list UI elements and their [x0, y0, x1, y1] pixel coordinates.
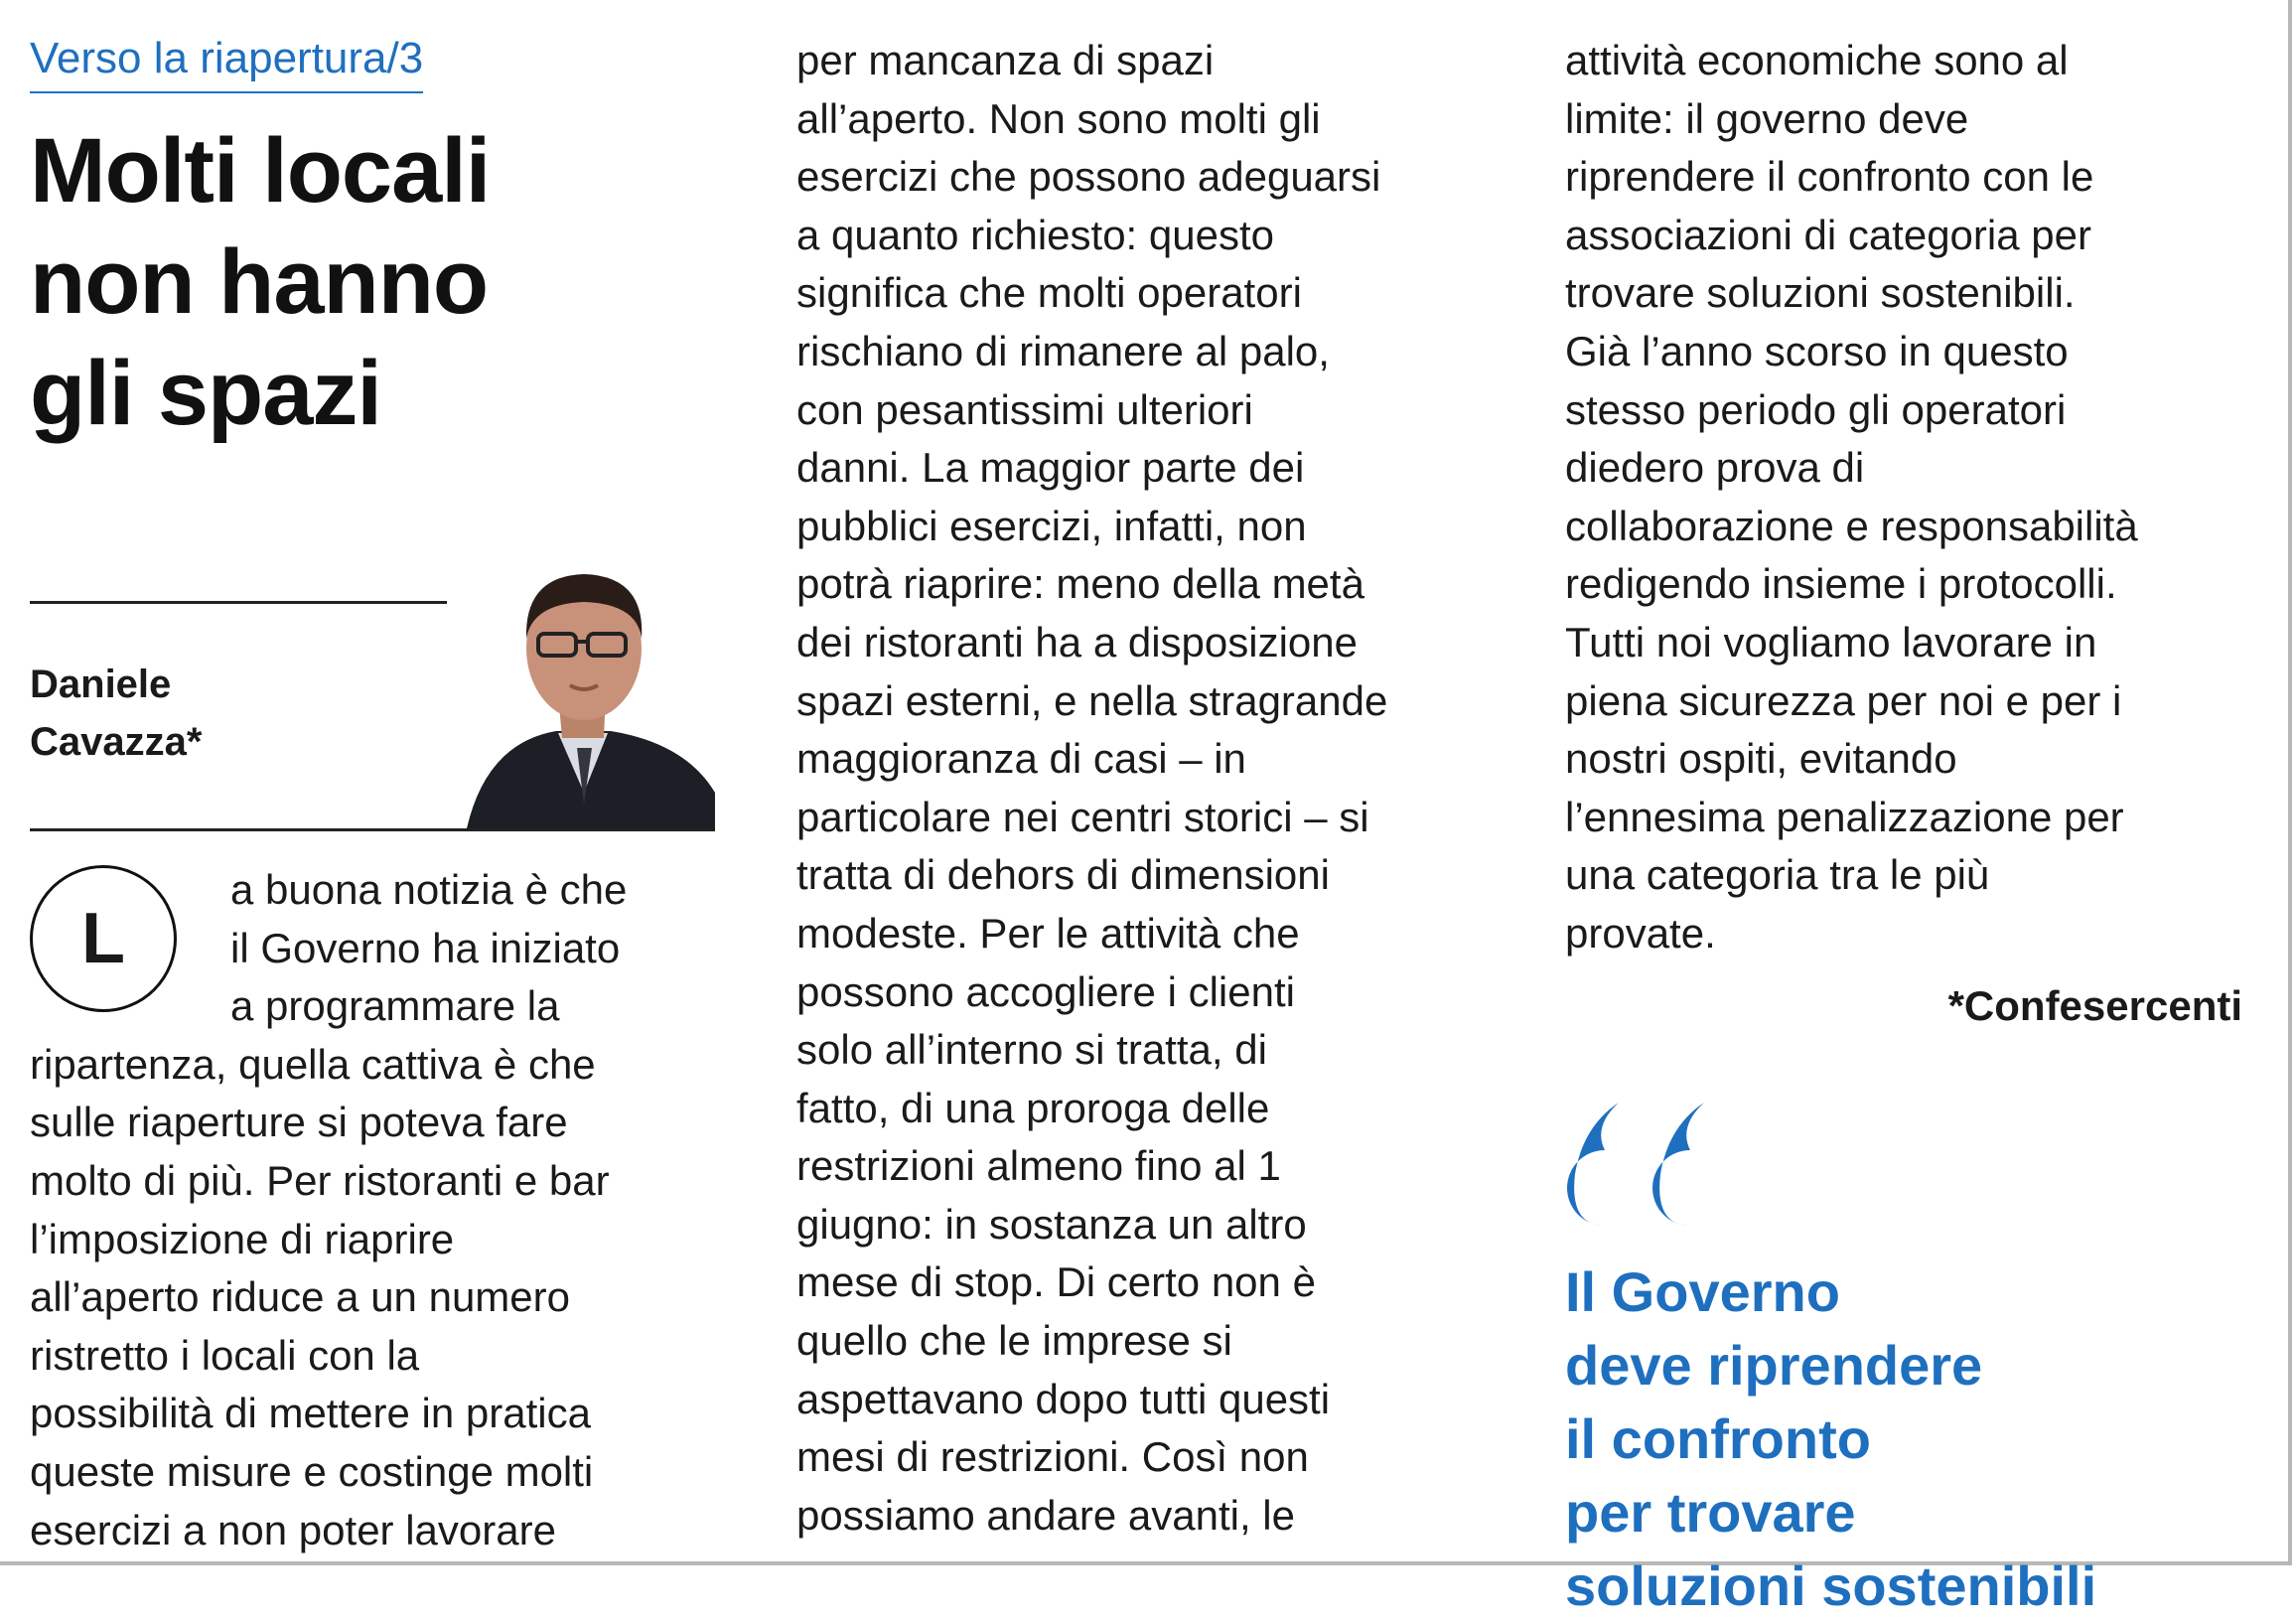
- text-line: riprendere il confronto con le: [1565, 153, 2094, 201]
- text-line: giugno: in sostanza un altro: [796, 1200, 1307, 1248]
- text-line: queste misure e costinge molti: [30, 1447, 594, 1495]
- text-line: possibilità di mettere in pratica: [30, 1390, 591, 1437]
- text-line: associazioni di categoria per: [1565, 211, 2091, 258]
- text-line: danni. La maggior parte dei: [796, 444, 1305, 492]
- text-line: l’ennesima penalizzazione per: [1565, 793, 2124, 840]
- text-line: possono accogliere i clienti: [796, 967, 1295, 1015]
- text-line: provate.: [1565, 909, 1716, 957]
- kicker: Verso la riapertura/3: [30, 30, 423, 93]
- text-line: limite: il governo deve: [1565, 94, 1969, 142]
- text-line: solo all’interno si tratta, di: [796, 1026, 1267, 1074]
- body-column-1: [30, 861, 715, 1559]
- text-line: particolare nei centri storici – si: [796, 793, 1369, 840]
- author-last-name: Cavazza*: [30, 720, 203, 764]
- text-line: spazi esterni, e nella stragrande: [796, 676, 1388, 724]
- text-line: trovare soluzioni sostenibili.: [1565, 269, 2076, 317]
- text-line: Tutti noi vogliamo lavorare in: [1565, 618, 2097, 665]
- author-name: [30, 656, 308, 771]
- text-line: mesi di restrizioni. Così non: [796, 1433, 1309, 1481]
- text-line: a quanto richiesto: questo: [796, 211, 1274, 258]
- author-portrait: [447, 544, 715, 828]
- text-line: aspettavano dopo tutti questi: [796, 1375, 1331, 1422]
- headline: [30, 115, 715, 449]
- text-line: stesso periodo gli operatori: [1565, 385, 2067, 433]
- text-line: esercizi che possono adeguarsi: [796, 153, 1381, 201]
- pullquote-line: deve riprendere: [1565, 1333, 1983, 1397]
- text-line: tratta di dehors di dimensioni: [796, 851, 1330, 899]
- text-line: ristretto i locali con la: [30, 1331, 420, 1379]
- column-2: [796, 32, 1492, 1545]
- text-line: maggioranza di casi – in: [796, 735, 1246, 783]
- text-line: dei ristoranti ha a disposizione: [796, 618, 1358, 665]
- text-line: con pesantissimi ulteriori: [796, 385, 1253, 433]
- text-line: modeste. Per le attività che: [796, 909, 1300, 957]
- headline-line: gli spazi: [30, 343, 381, 444]
- text-line: collaborazione e responsabilità: [1565, 502, 2138, 549]
- column-3: [1565, 32, 2260, 1623]
- quote-mark-icon: [1565, 1097, 1734, 1226]
- text-line: ripartenza, quella cattiva è che: [30, 1040, 596, 1088]
- text-line: rischiano di rimanere al palo,: [796, 327, 1330, 374]
- text-line: restrizioni almeno fino al 1: [796, 1142, 1281, 1190]
- text-line: possiamo andare avanti, le: [796, 1491, 1295, 1539]
- text-line: sulle riaperture si poteva fare: [30, 1099, 568, 1146]
- text-line: a buona notizia è che: [230, 866, 628, 913]
- text-line: significa che molti operatori: [796, 269, 1302, 317]
- headline-line: Molti locali: [30, 120, 491, 221]
- text-line: nostri ospiti, evitando: [1565, 735, 1957, 783]
- pullquote: [1565, 1255, 2260, 1623]
- pullquote-line: il confronto: [1565, 1406, 1871, 1470]
- pullquote-line: per trovare: [1565, 1480, 1856, 1544]
- text-line: redigendo insieme i protocolli.: [1565, 560, 2117, 608]
- text-line: per mancanza di spazi: [796, 37, 1215, 83]
- text-line: molto di più. Per ristoranti e bar: [30, 1156, 610, 1204]
- text-line: Già l’anno scorso in questo: [1565, 327, 2069, 374]
- text-line: a programmare la: [230, 982, 560, 1030]
- column-1: [30, 30, 715, 1553]
- dropcap: L: [30, 865, 177, 1012]
- text-line: mese di stop. Di certo non è: [796, 1258, 1316, 1306]
- signature: *Confesercenti: [1947, 981, 2242, 1029]
- text-line: il Governo ha iniziato: [230, 924, 621, 971]
- text-line: all’aperto. Non sono molti gli: [796, 94, 1321, 142]
- text-line: attività economiche sono al: [1565, 37, 2069, 83]
- author-first-name: Daniele: [30, 663, 172, 706]
- text-line: esercizi a non poter lavorare: [30, 1506, 556, 1553]
- pullquote-line: soluzioni sostenibili: [1565, 1553, 2097, 1617]
- text-line: una categoria tra le più: [1565, 851, 1990, 899]
- text-line: all’aperto riduce a un numero: [30, 1273, 570, 1321]
- text-line: potrà riaprire: meno della metà: [796, 560, 1364, 608]
- body-column-2: [796, 32, 1492, 1545]
- text-line: fatto, di una proroga delle: [796, 1084, 1270, 1131]
- text-line: piena sicurezza per noi e per i: [1565, 676, 2122, 724]
- text-line: l’imposizione di riaprire: [30, 1215, 455, 1262]
- headline-line: non hanno: [30, 231, 489, 333]
- text-line: pubblici esercizi, infatti, non: [796, 502, 1307, 549]
- text-line: quello che le imprese si: [796, 1317, 1232, 1365]
- body-column-3: [1565, 32, 2260, 963]
- byline: [30, 601, 715, 831]
- text-line: diedero prova di: [1565, 444, 1865, 492]
- pullquote-line: Il Governo: [1565, 1259, 1840, 1323]
- portrait-icon: [447, 544, 715, 828]
